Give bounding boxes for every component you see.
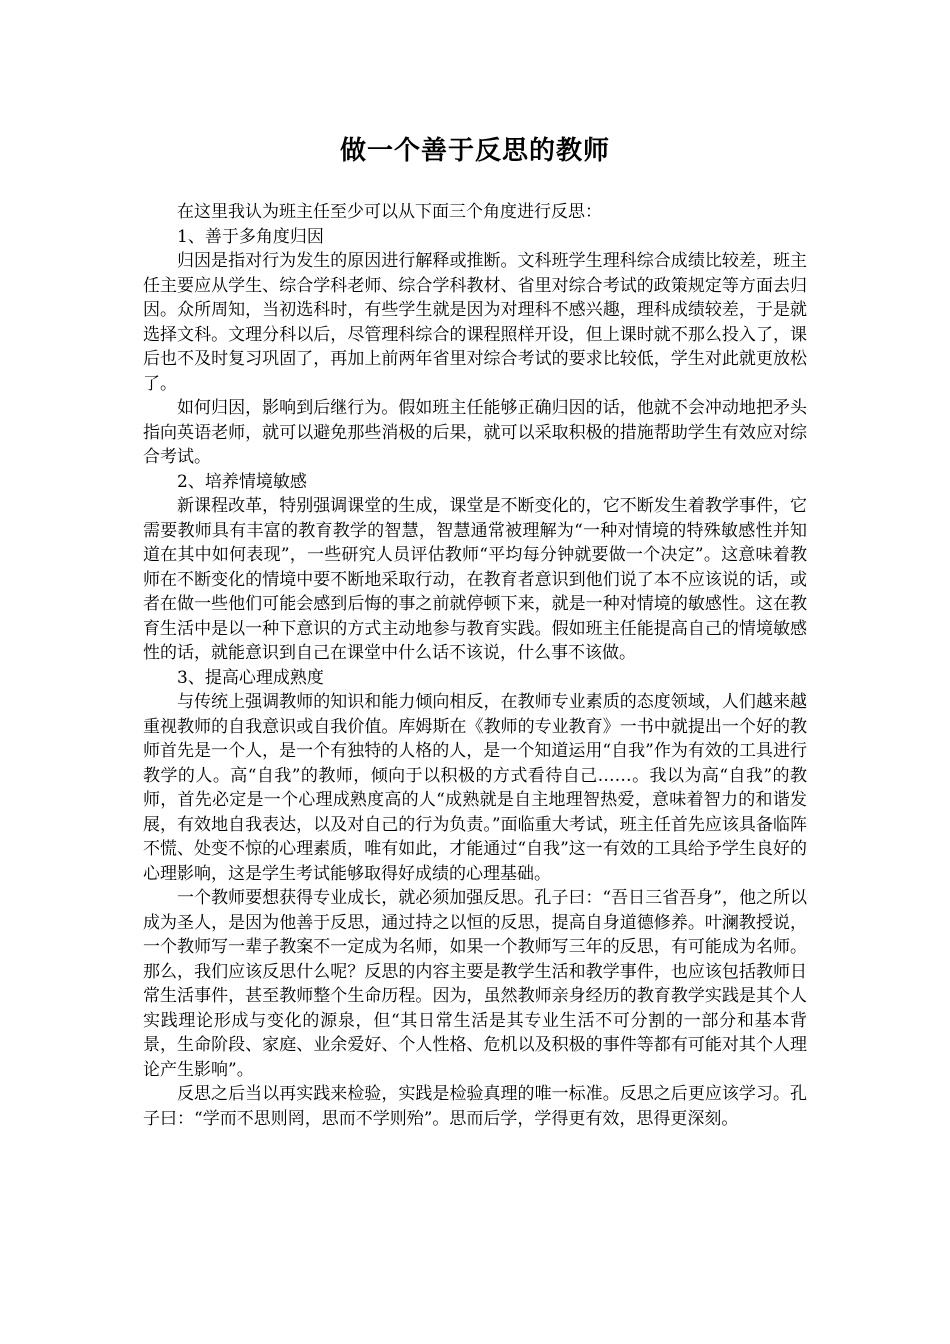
body-paragraph: 一个教师要想获得专业成长，就必须加强反思。孔子曰：“吾日三省吾身”，他之所以成为圣人，是因为他善于反思，通过持之以恒的反思，提高自身道德修养。叶澜教授说，一个教师写一辈子教案不一定成为名师，如果一个教师写三年的反思，有可能成为名师。那么，我们应该反思什么呢？反思的内容主要是教学生活和教学事件，也应该包括教师日常生活事件，甚至教师整个生命历程。因为，虽然教师亲身经历的教育教学实践是其个人实践理论形成与变化的源泉，但“其日常生活是其专业生活不可分割的一部分和基本背景，生命阶段、家庭、业余爱好、个人性格、危机以及积极的事件等都有可能对其个人理论产生影响”。 xyxy=(143,888,807,1080)
body-paragraph: 与传统上强调教师的知识和能力倾向相反，在教师专业素质的态度领域，人们越来越重视教师的自我意识或自我价值。库姆斯在《教师的专业教育》一书中就提出一个好的教师首先是一个人，是一个有独特的人格的人，是一个知道运用“自我”作为有效的工具进行教学的人。高“自我”的教师，倾向于以积极的方式看待自己……。我以为高“自我”的教师，首先必定是一个心理成熟度高的人“成熟就是自主地理智热爱，意味着智力的和谐发展，有效地自我表达，以及对自己的行为负责。”面临重大考试，班主任首先应该具备临阵不慌、处变不惊的心理素质，唯有如此，才能通过“自我”这一有效的工具给予学生良好的心理影响，这是学生考试能够取得好成绩的心理基础。 xyxy=(143,692,807,884)
body-paragraph: 如何归因，影响到后继行为。假如班主任能够正确归因的话，他就不会冲动地把矛头指向英语老师，就可以避免那些消极的后果，就可以采取积极的措施帮助学生有效应对综合考试。 xyxy=(143,398,807,467)
document-title: 做一个善于反思的教师 xyxy=(339,136,610,166)
body-paragraph: 新课程改革，特别强调课堂的生成，课堂是不断变化的，它不断发生着教学事件，它需要教师具有丰富的教育教学的智慧，智慧通常被理解为“一种对情境的特殊敏感性并知道在其中如何表现”，一些研究人员评估教师“平均每分钟就要做一个决定”。这意味着教师在不断变化的情境中要不断地采取行动，在教育者意识到他们说了本不应该说的话，或者在做一些他们可能会感到后悔的事之前就停顿下来，就是一种对情境的敏感性。这在教育生活中是以一种下意识的方式主动地参与教育实践。假如班主任能提高自己的情境敏感性的话，就能意识到自己在课堂中什么话不该说，什么事不该做。 xyxy=(143,496,807,663)
section-heading-1: 1、善于多角度归因 xyxy=(177,226,324,247)
section-heading-3: 3、提高心理成熟度 xyxy=(177,667,324,688)
body-paragraph: 反思之后当以再实践来检验，实践是检验真理的唯一标准。反思之后更应该学习。孔子曰：“学而不思则罔，思而不学则殆”。思而后学，学得更有效，思得更深刻。 xyxy=(143,1084,807,1129)
body-paragraph: 归因是指对行为发生的原因进行解释或推断。文科班学生理科综合成绩比较差，班主任主要应从学生、综合学科老师、综合学科教材、省里对综合考试的政策规定等方面去归因。众所周知，当初选科时，有些学生就是因为对理科不感兴趣，理科成绩较差，于是就选择文科。文理分科以后，尽管理科综合的课程照样开设，但上课时就不那么投入了，课后也不及时复习巩固了，再加上前两年省里对综合考试的要求比较低，学生对此就更放松了。 xyxy=(143,251,807,394)
section-heading-2: 2、培养情境敏感 xyxy=(177,471,307,492)
intro-paragraph: 在这里我认为班主任至少可以从下面三个角度进行反思： xyxy=(177,202,602,222)
document-body xyxy=(143,200,807,1131)
